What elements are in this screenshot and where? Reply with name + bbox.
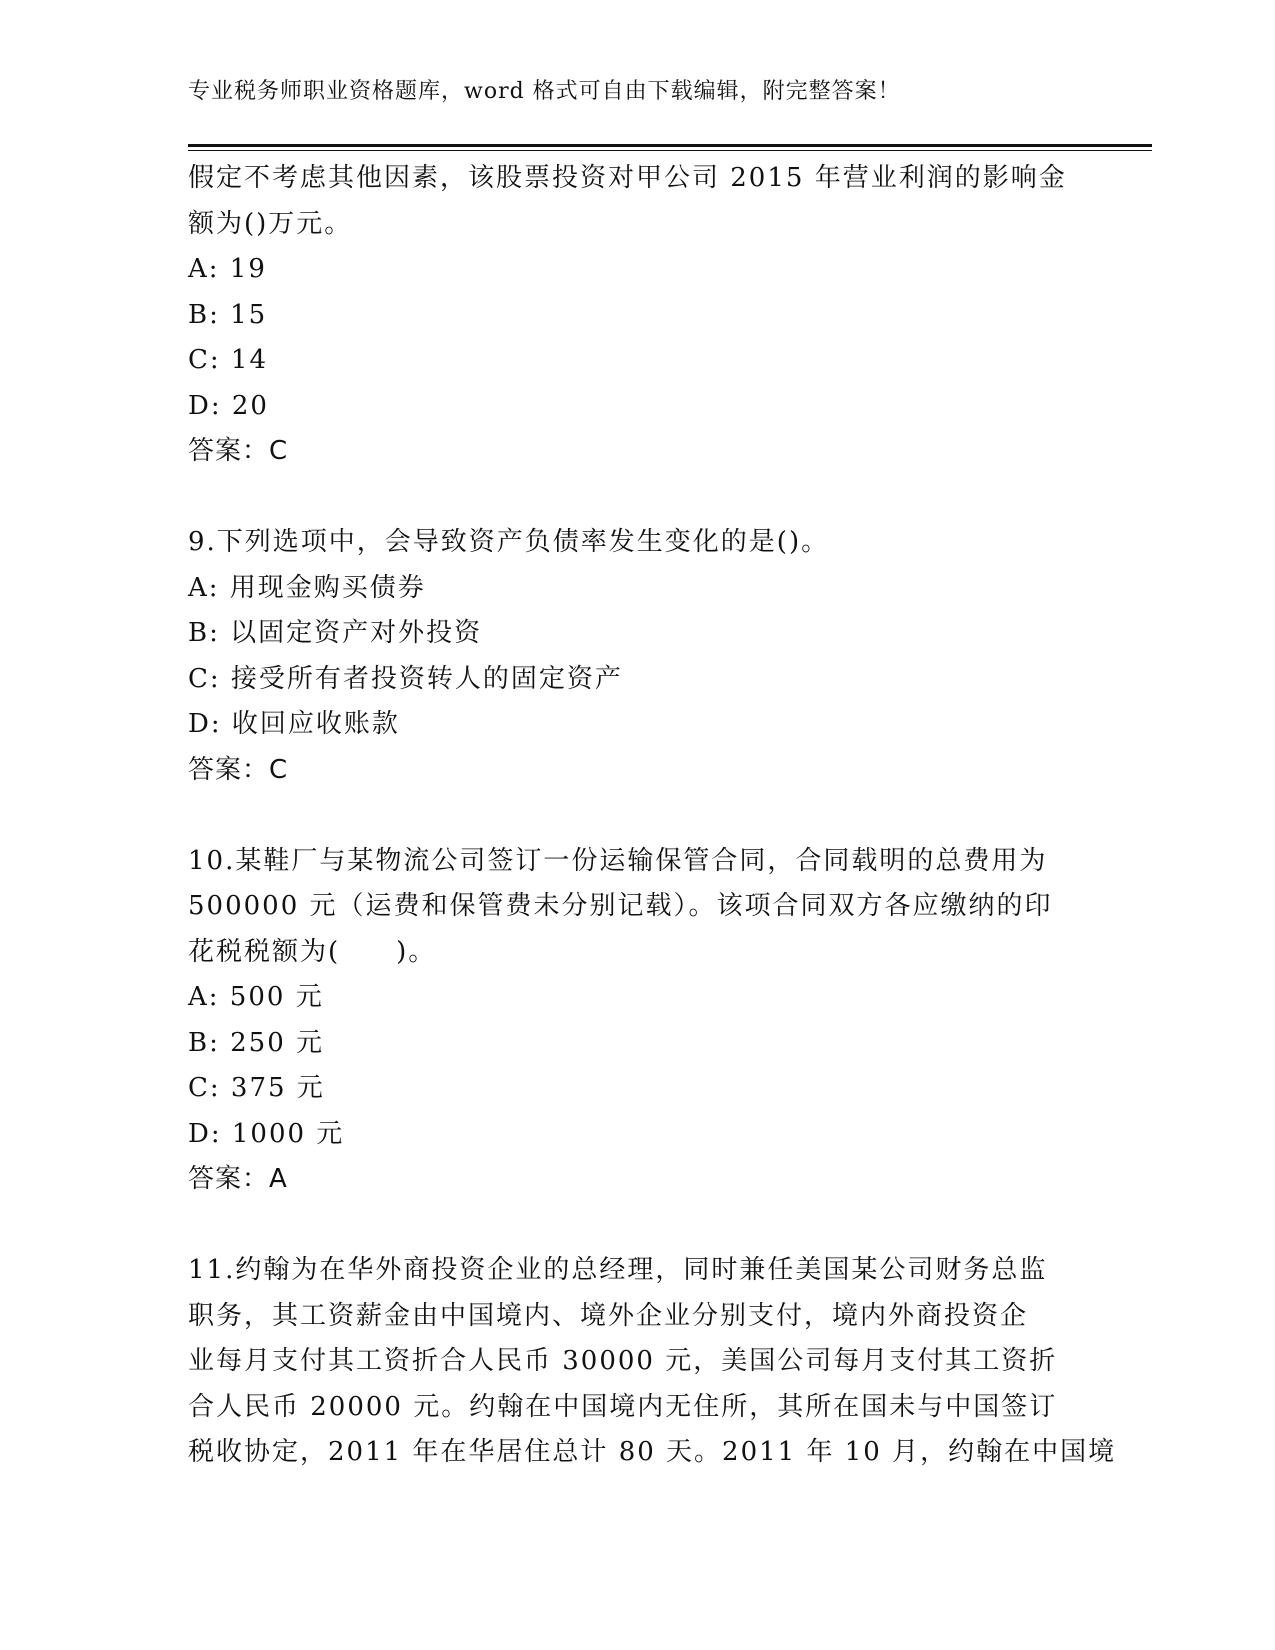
question-10 bbox=[188, 839, 1088, 1203]
question-11 bbox=[188, 1248, 1117, 1476]
document-body bbox=[188, 156, 1117, 1476]
spacer bbox=[188, 1203, 1088, 1249]
question-stem: 税收协定，2011 年在华居住总计 80 天。2011 年 10 月，约翰在中国境 bbox=[188, 1437, 1117, 1467]
question-8 bbox=[188, 156, 1088, 475]
question-stem: 业每月支付其工资折合人民币 30000 元，美国公司每月支付其工资折 bbox=[188, 1346, 1058, 1376]
question-9 bbox=[188, 520, 1088, 793]
option-a: A: 19 bbox=[188, 254, 267, 284]
question-stem: 额为()万元。 bbox=[188, 208, 353, 239]
option-a: A: 用现金购买债券 bbox=[188, 572, 426, 603]
option-a: A: 500 元 bbox=[188, 982, 324, 1012]
spacer bbox=[188, 793, 1088, 839]
answer: 答案：A bbox=[188, 1164, 288, 1194]
answer: 答案：C bbox=[188, 436, 289, 466]
option-d: D: 1000 元 bbox=[188, 1118, 345, 1149]
question-stem: 假定不考虑其他因素，该股票投资对甲公司 2015 年营业利润的影响金 bbox=[188, 163, 1067, 193]
question-stem: 9.下列选项中，会导致资产负债率发生变化的是()。 bbox=[188, 527, 830, 557]
question-stem: 职务，其工资薪金由中国境内、境外企业分别支付，境内外商投资企 bbox=[188, 1300, 1029, 1331]
option-c: C: 接受所有者投资转人的固定资产 bbox=[188, 663, 623, 694]
option-b: B: 250 元 bbox=[188, 1027, 325, 1058]
option-c: C: 14 bbox=[188, 345, 269, 375]
option-c: C: 375 元 bbox=[188, 1073, 325, 1103]
question-stem: 合人民币 20000 元。约翰在中国境内无住所，其所在国未与中国签订 bbox=[188, 1391, 1058, 1422]
option-d: D: 20 bbox=[188, 390, 269, 421]
option-d: D: 收回应收账款 bbox=[188, 709, 400, 739]
question-stem: 11.约翰为在华外商投资企业的总经理，同时兼任美国某公司财务总监 bbox=[188, 1255, 1048, 1285]
question-stem: 10.某鞋厂与某物流公司签订一份运输保管合同，合同载明的总费用为 bbox=[188, 845, 1048, 876]
header-divider-thick bbox=[188, 144, 1152, 147]
question-stem: 500000 元（运费和保管费未分别记载）。该项合同双方各应缴纳的印 bbox=[188, 891, 1053, 921]
option-b: B: 15 bbox=[188, 299, 268, 330]
spacer bbox=[188, 475, 1088, 521]
page-header: 专业税务师职业资格题库，word 格式可自由下载编辑，附完整答案！ bbox=[188, 79, 901, 104]
header-divider-thin bbox=[188, 150, 1152, 151]
option-b: B: 以固定资产对外投资 bbox=[188, 618, 483, 648]
answer: 答案：C bbox=[188, 754, 289, 785]
question-stem: 花税税额为( )。 bbox=[188, 936, 437, 967]
